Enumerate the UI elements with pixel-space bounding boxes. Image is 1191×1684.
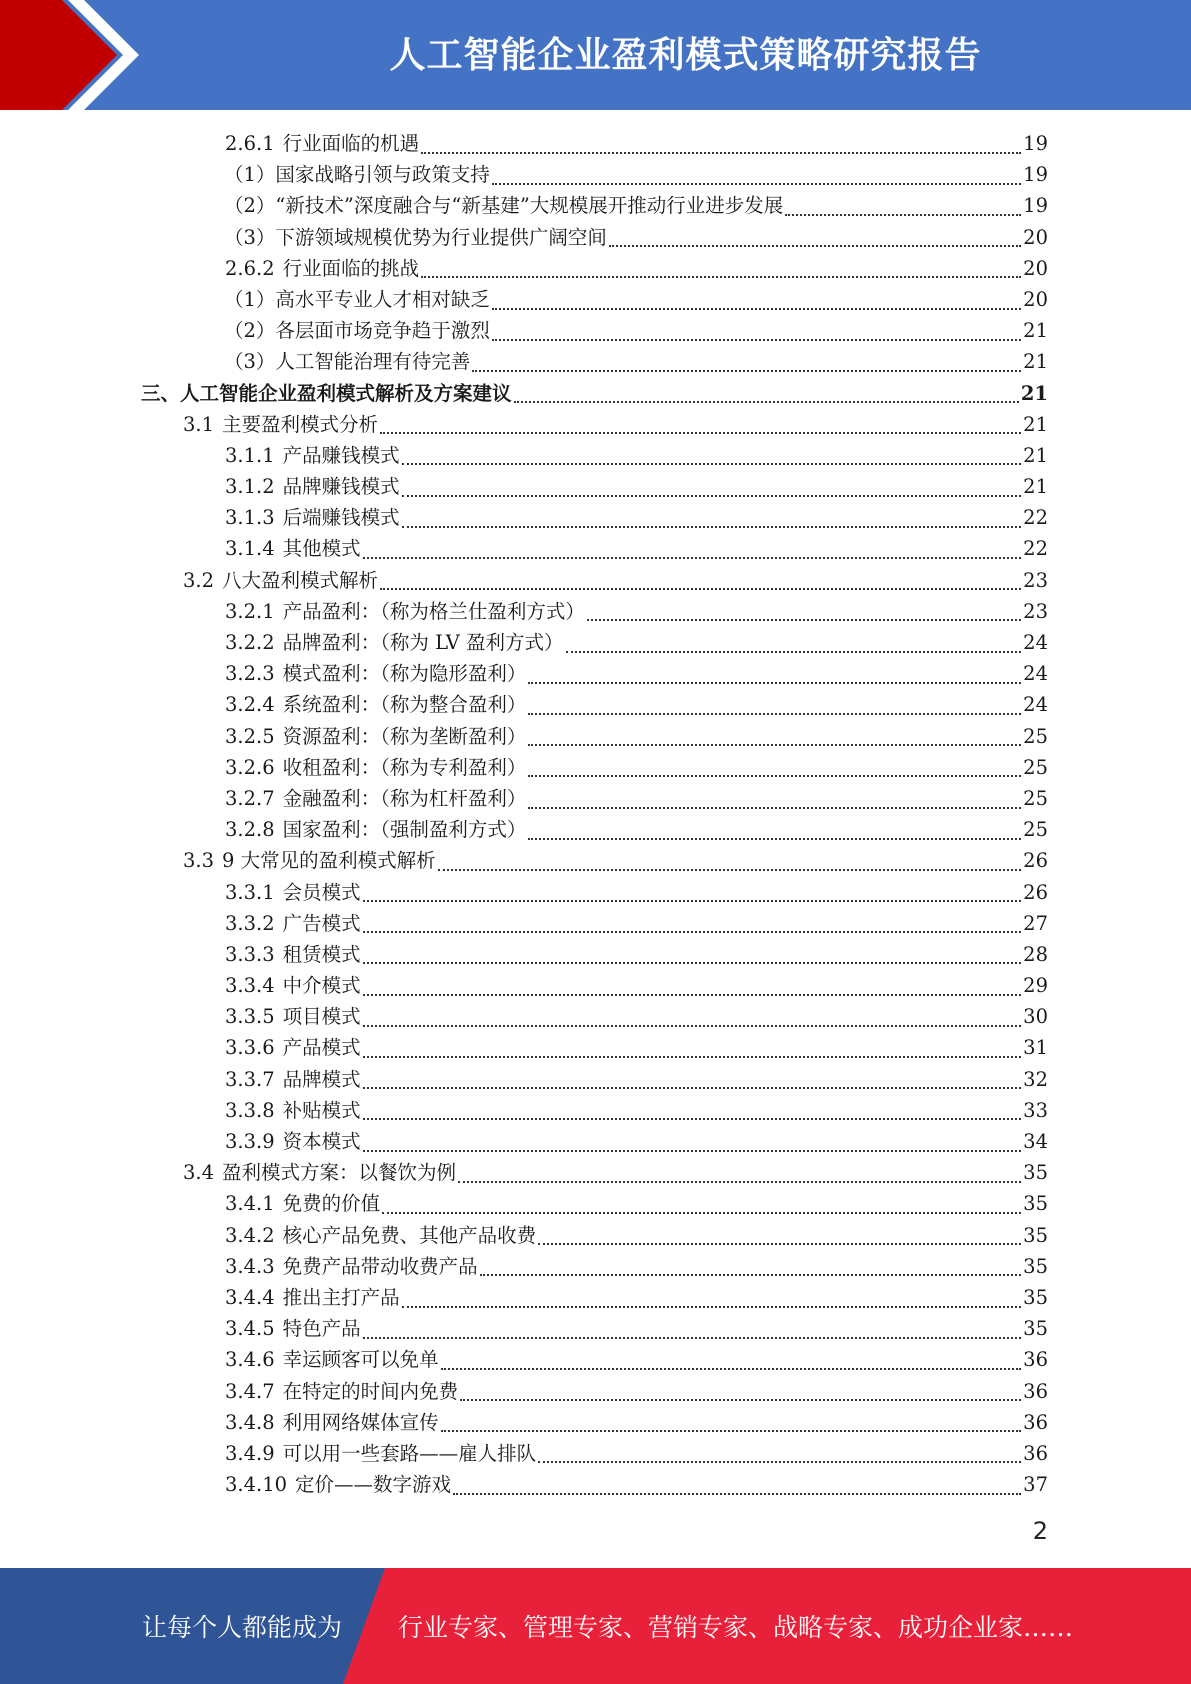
toc-entry[interactable]	[0, 128, 1191, 159]
toc-dot-leader	[363, 962, 1022, 964]
toc-dot-leader	[453, 1493, 1021, 1495]
toc-entry-page: 24	[1023, 693, 1048, 717]
toc-entry-page: 20	[1023, 287, 1048, 311]
toc-dot-leader	[441, 1368, 1022, 1370]
toc-entry-title: （3）人工智能治理有待完善	[224, 350, 471, 374]
toc-entry-page: 35	[1023, 1192, 1048, 1216]
toc-dot-leader	[363, 1087, 1022, 1089]
toc-entry[interactable]	[0, 970, 1191, 1001]
toc-entry-number: 3.3.4	[225, 974, 275, 998]
toc-entry-page: 24	[1023, 662, 1048, 686]
toc-dot-leader	[380, 432, 1021, 434]
toc-entry-title: 特色产品	[282, 1317, 361, 1341]
toc-entry[interactable]	[0, 1313, 1191, 1344]
toc-entry-page: 36	[1023, 1410, 1048, 1434]
toc-entry-number: 3.2.6	[225, 755, 275, 779]
toc-entry-number: 3.2.3	[225, 662, 275, 686]
toc-dot-leader	[363, 1056, 1022, 1058]
toc-dot-leader	[514, 401, 1019, 403]
toc-entry-number: 3.2.2	[225, 631, 275, 654]
toc-entry-page: 19	[1023, 132, 1048, 155]
toc-entry-number: 3.4.6	[225, 1348, 275, 1372]
toc-entry-number: 3.3.3	[225, 942, 275, 966]
toc-entry-title: （3）下游领域规模优势为行业提供广阔空间	[224, 225, 607, 249]
toc-dot-leader	[472, 370, 1021, 372]
toc-entry-number: 3.1.3	[225, 506, 275, 530]
toc-entry-page: 36	[1023, 1379, 1048, 1403]
toc-entry-page: 34	[1023, 1130, 1048, 1153]
toc-dot-leader	[538, 1461, 1021, 1463]
toc-entry-number: 3.3	[183, 849, 215, 873]
toc-entry-page: 26	[1023, 849, 1048, 873]
toc-entry[interactable]	[0, 689, 1191, 720]
toc-entry-page: 31	[1023, 1036, 1048, 1060]
toc-entry-title: 品牌模式	[282, 1067, 361, 1091]
toc-entry-title: 品牌赚钱模式	[282, 475, 400, 499]
toc-dot-leader	[363, 931, 1022, 933]
toc-entry-title: 金融盈利：（称为杠杆盈利）	[282, 786, 527, 810]
toc-entry-number: 3.4.5	[225, 1317, 275, 1341]
toc-entry-number: 3.4.10	[225, 1473, 288, 1497]
toc-dot-leader	[363, 1150, 1022, 1152]
toc-entry-page: 24	[1023, 631, 1048, 654]
toc-entry-page: 33	[1023, 1098, 1048, 1122]
page-number: 2	[1032, 1517, 1048, 1545]
toc-entry-number: 3.4.1	[225, 1192, 275, 1216]
toc-entry[interactable]	[0, 1469, 1191, 1500]
toc-entry[interactable]	[0, 1220, 1191, 1251]
toc-entry-title: 系统盈利：（称为整合盈利）	[282, 693, 527, 717]
toc-dot-leader	[492, 183, 1021, 185]
toc-entry[interactable]	[0, 533, 1191, 564]
toc-entry-number: 3.4.7	[225, 1379, 275, 1403]
toc-dot-leader	[528, 838, 1021, 840]
toc-entry-title: 核心产品免费、其他产品收费	[282, 1223, 537, 1247]
toc-entry-page: 19	[1023, 194, 1048, 218]
toc-entry[interactable]	[0, 315, 1191, 346]
toc-entry-title: （1）高水平专业人才相对缺乏	[224, 287, 490, 311]
footer-slogan-right: 行业专家、管理专家、营销专家、战略专家、成功企业家……	[398, 1613, 1074, 1642]
toc-dot-leader	[528, 744, 1021, 746]
toc-entry[interactable]	[0, 845, 1191, 876]
toc-entry-number: 3.2	[183, 568, 215, 592]
toc-entry-number: 3.4.9	[225, 1441, 275, 1465]
toc-entry-page: 22	[1023, 537, 1048, 561]
toc-entry[interactable]	[0, 1188, 1191, 1219]
toc-dot-leader	[402, 526, 1022, 528]
toc-entry-page: 37	[1023, 1473, 1048, 1497]
toc-entry-title: 模式盈利：（称为隐形盈利）	[282, 662, 527, 686]
toc-entry-page: 21	[1023, 319, 1048, 343]
toc-entry-number: 3.4.2	[225, 1223, 275, 1247]
toc-entry-page: 36	[1023, 1348, 1048, 1372]
toc-entry[interactable]	[0, 1064, 1191, 1095]
toc-dot-leader	[492, 308, 1021, 310]
table-of-contents	[0, 128, 1191, 1500]
toc-entry-title: 免费的价值	[282, 1192, 381, 1216]
toc-entry-title: 品牌盈利：（称为 LV 盈利方式）	[282, 631, 564, 654]
toc-entry-page: 25	[1023, 755, 1048, 779]
toc-entry-number: 3.2.7	[225, 786, 275, 810]
toc-dot-leader	[363, 1118, 1022, 1120]
toc-entry-number: 3.3.7	[225, 1067, 275, 1091]
toc-entry-page: 21	[1023, 350, 1048, 374]
toc-dot-leader	[460, 1399, 1021, 1401]
footer-slogan-left: 让每个人都能成为	[142, 1613, 343, 1642]
toc-entry-title: （2）“新技术”深度融合与“新基建”大规模展开推动行业进步发展	[224, 194, 784, 218]
toc-dot-leader	[785, 214, 1021, 216]
toc-entry[interactable]	[0, 908, 1191, 939]
toc-entry[interactable]	[0, 284, 1191, 315]
toc-entry-page: 32	[1023, 1067, 1048, 1091]
toc-entry-number: 3.2.8	[225, 818, 275, 842]
toc-dot-leader	[380, 588, 1021, 590]
toc-entry-number: 3.1.1	[225, 443, 275, 467]
toc-entry-title: 免费产品带动收费产品	[282, 1254, 478, 1278]
toc-entry-page: 27	[1023, 911, 1048, 935]
toc-entry-number: 2.6.2	[225, 256, 275, 280]
toc-entry-page: 22	[1023, 506, 1048, 530]
toc-entry[interactable]	[0, 721, 1191, 752]
toc-entry-page: 26	[1023, 880, 1048, 904]
toc-entry-title: 利用网络媒体宣传	[282, 1410, 439, 1434]
toc-entry-page: 35	[1023, 1161, 1048, 1185]
toc-entry-title: （2）各层面市场竞争趋于激烈	[224, 319, 490, 343]
toc-entry[interactable]	[0, 752, 1191, 783]
toc-entry-page: 25	[1023, 818, 1048, 842]
toc-entry-page: 20	[1023, 225, 1048, 249]
toc-entry-title: 资源盈利：（称为垄断盈利）	[282, 724, 527, 748]
toc-entry-page: 21	[1023, 475, 1048, 499]
toc-entry-number: 3.2.1	[225, 599, 275, 623]
toc-dot-leader	[528, 775, 1021, 777]
toc-entry[interactable]	[0, 378, 1191, 409]
toc-entry-title: 三、人工智能企业盈利模式解析及方案建议	[141, 381, 512, 405]
toc-entry[interactable]	[0, 1095, 1191, 1126]
toc-dot-leader	[538, 1243, 1021, 1245]
toc-entry[interactable]	[0, 1376, 1191, 1407]
toc-entry-title: 其他模式	[282, 537, 361, 561]
toc-entry-title: 资本模式	[282, 1130, 361, 1153]
toc-entry-title: 广告模式	[282, 911, 361, 935]
toc-entry[interactable]	[0, 409, 1191, 440]
report-title: 人工智能企业盈利模式策略研究报告	[389, 34, 982, 76]
toc-entry-number: 3.3.5	[225, 1005, 275, 1029]
toc-dot-leader	[441, 1430, 1022, 1432]
toc-entry-title: 后端赚钱模式	[282, 506, 400, 530]
toc-entry-page: 35	[1023, 1223, 1048, 1247]
page-header	[0, 0, 1191, 110]
toc-dot-leader	[402, 1306, 1022, 1308]
toc-entry[interactable]	[0, 1438, 1191, 1469]
toc-entry-page: 23	[1023, 599, 1048, 623]
toc-entry[interactable]	[0, 1251, 1191, 1282]
toc-entry-number: 3.2.5	[225, 724, 275, 748]
toc-entry[interactable]	[0, 1282, 1191, 1313]
toc-entry-page: 35	[1023, 1285, 1048, 1309]
toc-dot-leader	[402, 495, 1022, 497]
toc-dot-leader	[363, 1025, 1022, 1027]
toc-dot-leader	[421, 276, 1021, 278]
toc-dot-leader	[566, 651, 1022, 653]
toc-entry[interactable]	[0, 1126, 1191, 1157]
toc-dot-leader	[528, 807, 1021, 809]
toc-entry[interactable]	[0, 565, 1191, 596]
toc-dot-leader	[421, 152, 1021, 154]
toc-entry-title: 可以用一些套路——雇人排队	[282, 1441, 537, 1465]
toc-entry-title: 八大盈利模式解析	[222, 568, 379, 592]
toc-entry-page: 25	[1023, 724, 1048, 748]
toc-dot-leader	[363, 994, 1022, 996]
toc-entry-page: 21	[1020, 381, 1048, 405]
toc-entry[interactable]	[0, 1157, 1191, 1188]
toc-entry[interactable]	[0, 1344, 1191, 1375]
toc-entry-page: 19	[1023, 163, 1048, 187]
toc-entry[interactable]	[0, 346, 1191, 377]
toc-dot-leader	[438, 869, 1022, 871]
toc-entry-title: 产品赚钱模式	[282, 443, 400, 467]
toc-entry-page: 21	[1023, 443, 1048, 467]
toc-entry-title: 在特定的时间内免费	[282, 1379, 459, 1403]
toc-entry-number: 3.1	[183, 412, 215, 436]
toc-entry-title: 9 大常见的盈利模式解析	[222, 849, 436, 873]
toc-entry-page: 35	[1023, 1317, 1048, 1341]
toc-entry-title: 项目模式	[282, 1005, 361, 1029]
toc-dot-leader	[363, 557, 1022, 559]
toc-dot-leader	[587, 619, 1021, 621]
toc-entry-page: 20	[1023, 256, 1048, 280]
toc-entry-number: 3.4.8	[225, 1410, 275, 1434]
toc-dot-leader	[363, 1337, 1022, 1339]
toc-entry[interactable]	[0, 1407, 1191, 1438]
toc-entry-number: 3.3.8	[225, 1098, 275, 1122]
toc-entry-title: 中介模式	[282, 974, 361, 998]
toc-entry-title: 主要盈利模式分析	[222, 412, 379, 436]
toc-entry-title: 幸运顾客可以免单	[282, 1348, 439, 1372]
toc-entry[interactable]	[0, 1001, 1191, 1032]
toc-entry-title: 收租盈利：（称为专利盈利）	[282, 755, 527, 779]
toc-entry[interactable]	[0, 658, 1191, 689]
toc-entry-title: 产品模式	[282, 1036, 361, 1060]
toc-entry-title: 行业面临的挑战	[282, 256, 420, 280]
toc-entry-page: 35	[1023, 1254, 1048, 1278]
toc-entry-title: 国家盈利：（强制盈利方式）	[282, 818, 527, 842]
toc-entry[interactable]	[0, 877, 1191, 908]
toc-entry[interactable]	[0, 190, 1191, 221]
toc-dot-leader	[458, 1181, 1021, 1183]
toc-entry[interactable]	[0, 596, 1191, 627]
toc-entry[interactable]	[0, 627, 1191, 658]
toc-entry-title: 推出主打产品	[282, 1285, 400, 1309]
chevron-arrow-icon	[0, 0, 160, 110]
toc-entry[interactable]	[0, 253, 1191, 284]
toc-entry[interactable]	[0, 440, 1191, 471]
toc-entry-number: 3.3.2	[225, 911, 275, 935]
toc-entry[interactable]	[0, 159, 1191, 190]
page-footer	[0, 1568, 1191, 1684]
toc-entry-number: 3.3.6	[225, 1036, 275, 1060]
toc-dot-leader	[528, 713, 1021, 715]
toc-entry-title: 租赁模式	[282, 942, 361, 966]
toc-entry-page: 23	[1023, 568, 1048, 592]
toc-entry-number: 3.2.4	[225, 693, 275, 717]
toc-entry-number: 3.4.4	[225, 1285, 275, 1309]
toc-entry[interactable]	[0, 783, 1191, 814]
toc-entry[interactable]	[0, 471, 1191, 502]
toc-entry-page: 36	[1023, 1441, 1048, 1465]
toc-dot-leader	[609, 245, 1021, 247]
toc-entry[interactable]	[0, 502, 1191, 533]
toc-entry-title: 会员模式	[282, 880, 361, 904]
toc-entry-page: 28	[1023, 942, 1048, 966]
toc-entry-page: 21	[1023, 412, 1048, 436]
toc-dot-leader	[480, 1274, 1022, 1276]
toc-entry-number: 3.1.4	[225, 537, 275, 561]
toc-dot-leader	[528, 682, 1021, 684]
toc-entry-title: 盈利模式方案：以餐饮为例	[222, 1161, 457, 1185]
toc-dot-leader	[492, 339, 1021, 341]
toc-entry-page: 25	[1023, 786, 1048, 810]
toc-entry-number: 3.3.1	[225, 880, 275, 904]
toc-entry-title: 产品盈利：（称为格兰仕盈利方式）	[282, 599, 585, 623]
toc-dot-leader	[363, 900, 1022, 902]
toc-entry[interactable]	[0, 939, 1191, 970]
toc-entry-page: 29	[1023, 974, 1048, 998]
toc-entry-number: 3.3.9	[225, 1130, 275, 1153]
toc-entry-number: 3.4.3	[225, 1254, 275, 1278]
toc-entry-title: 定价——数字游戏	[295, 1473, 452, 1497]
toc-entry-number: 2.6.1	[225, 132, 275, 155]
toc-entry-title: 补贴模式	[282, 1098, 361, 1122]
toc-dot-leader	[382, 1212, 1021, 1214]
toc-entry-title: 行业面临的机遇	[282, 132, 420, 155]
toc-entry-number: 3.1.2	[225, 475, 275, 499]
toc-entry-number: 3.4	[183, 1161, 215, 1185]
toc-entry-title: （1）国家战略引领与政策支持	[224, 163, 490, 187]
toc-entry[interactable]	[0, 814, 1191, 845]
toc-dot-leader	[402, 463, 1022, 465]
toc-entry[interactable]	[0, 1032, 1191, 1063]
toc-entry-page: 30	[1023, 1005, 1048, 1029]
toc-entry[interactable]	[0, 222, 1191, 253]
